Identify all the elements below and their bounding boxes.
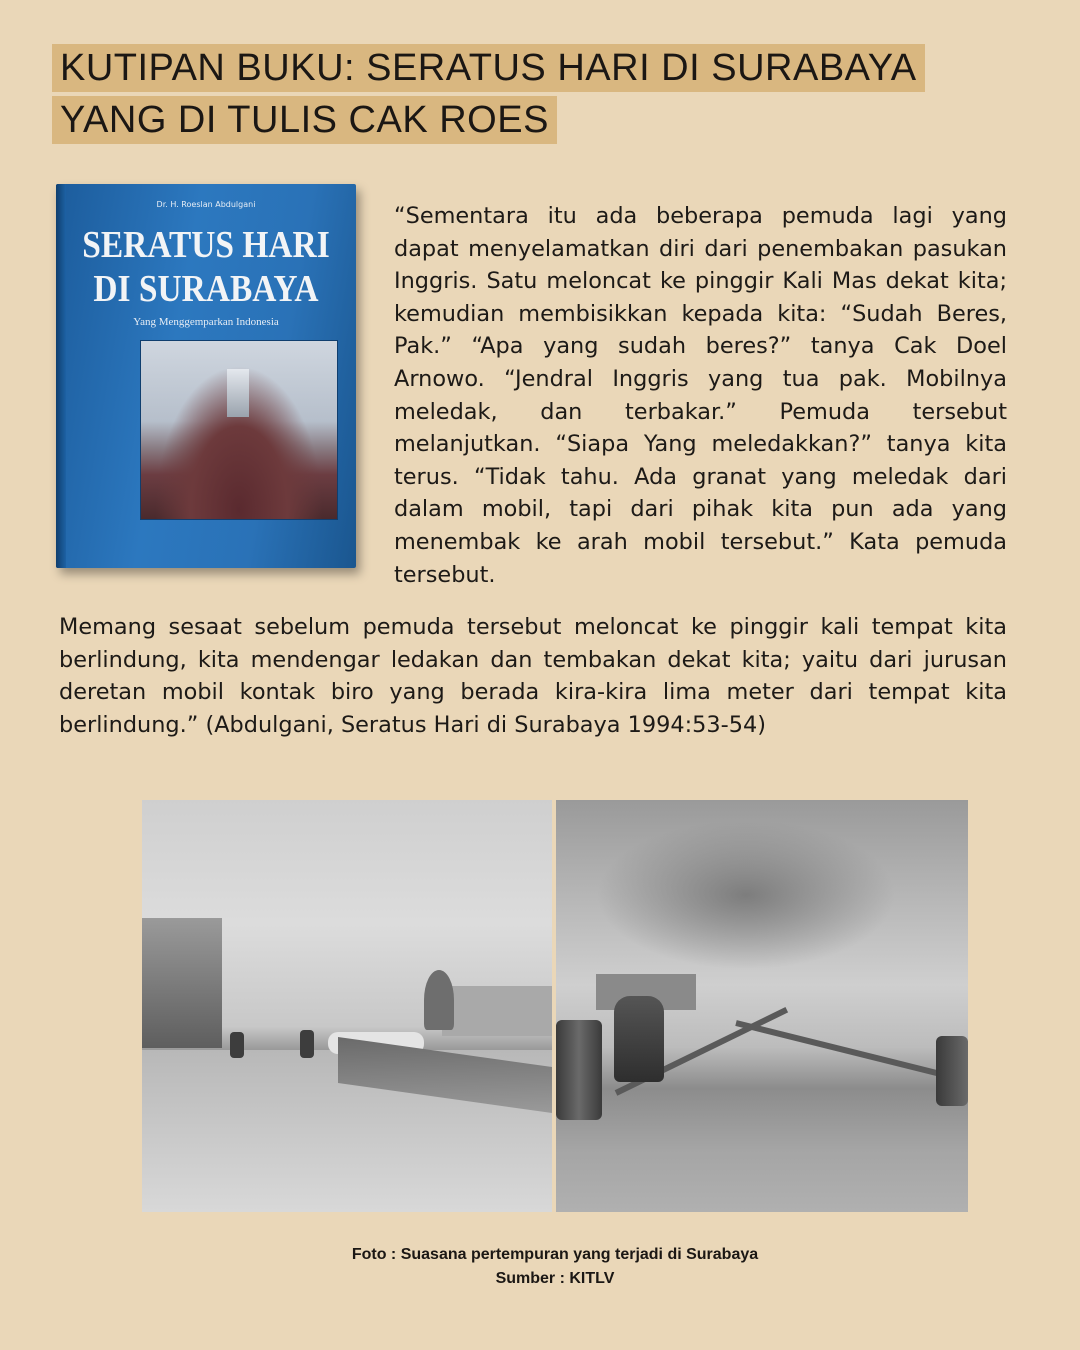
distant-building: [442, 986, 552, 1036]
book-subtitle: Yang Menggemparkan Indonesia: [133, 316, 279, 328]
photo-caption: Foto : Suasana pertempuran yang terjadi di Surabaya: [351, 1246, 759, 1263]
rail-track: [735, 1020, 962, 1082]
page-title-line-2: YANG DI TULIS CAK ROES: [52, 96, 557, 144]
oil-drum: [936, 1036, 968, 1106]
soldier-figure: [230, 1032, 244, 1058]
smoke-cloud: [596, 820, 896, 970]
soldier-figure: [300, 1030, 314, 1058]
monument-tower: [227, 369, 249, 417]
battle-photo-railway: [556, 800, 968, 1212]
book-title-line-1: SERATUS HARI: [82, 224, 330, 266]
quote-continuation: Memang sesaat sebelum pemuda tersebut meloncat ke pinggir kali tempat kita berlindung, kita mendengar ledakan dan tembakan dekat kita; yaitu dari jurusan deretan mobil kontak biro yang berada kira-kira lima meter dari tempat kita berlindung.” (Abdulgani, Seratus Hari di Surabaya 1994:53-54): [59, 614, 1007, 738]
book-author: Dr. H. Roeslan Abdulgani: [156, 200, 256, 209]
book-cover-photo: [140, 340, 338, 520]
battle-photo-street: [142, 800, 552, 1212]
oil-drum: [556, 1020, 602, 1120]
tree-silhouette: [424, 970, 454, 1030]
page-title-line-1: KUTIPAN BUKU: SERATUS HARI DI SURABAYA: [52, 44, 925, 92]
book-spine: [56, 184, 66, 568]
building-row: [142, 918, 222, 1048]
book-title-line-2: DI SURABAYA: [93, 268, 319, 310]
photo-source: Sumber : KITLV: [495, 1270, 615, 1287]
soldier-crouching: [614, 996, 664, 1082]
book-quote: “Sementara itu ada beberapa pemuda lagi yang dapat menyelamatkan diri dari penembakan pasukan Inggris. Satu meloncat ke pinggir Kali Mas dekat kita; kemudian membisikkan kepada kita: “Sudah Beres, Pak.” “Apa yang sudah beres?” tanya Cak Doel Arnowo. “Jendral Inggris yang tua pak. Mobilnya meledak, dan terbakar.” Pemuda tersebut melanjutkan. “Siapa Yang meledakkan?” tanya kita terus. “Tidak tahu. Ada granat yang meledak dari dalam mobil, tapi dari pihak kita pun ada yang menembak ke arah mobil tersebut.” Kata pemuda tersebut.: [394, 203, 1007, 588]
book-cover-image: [56, 184, 356, 568]
